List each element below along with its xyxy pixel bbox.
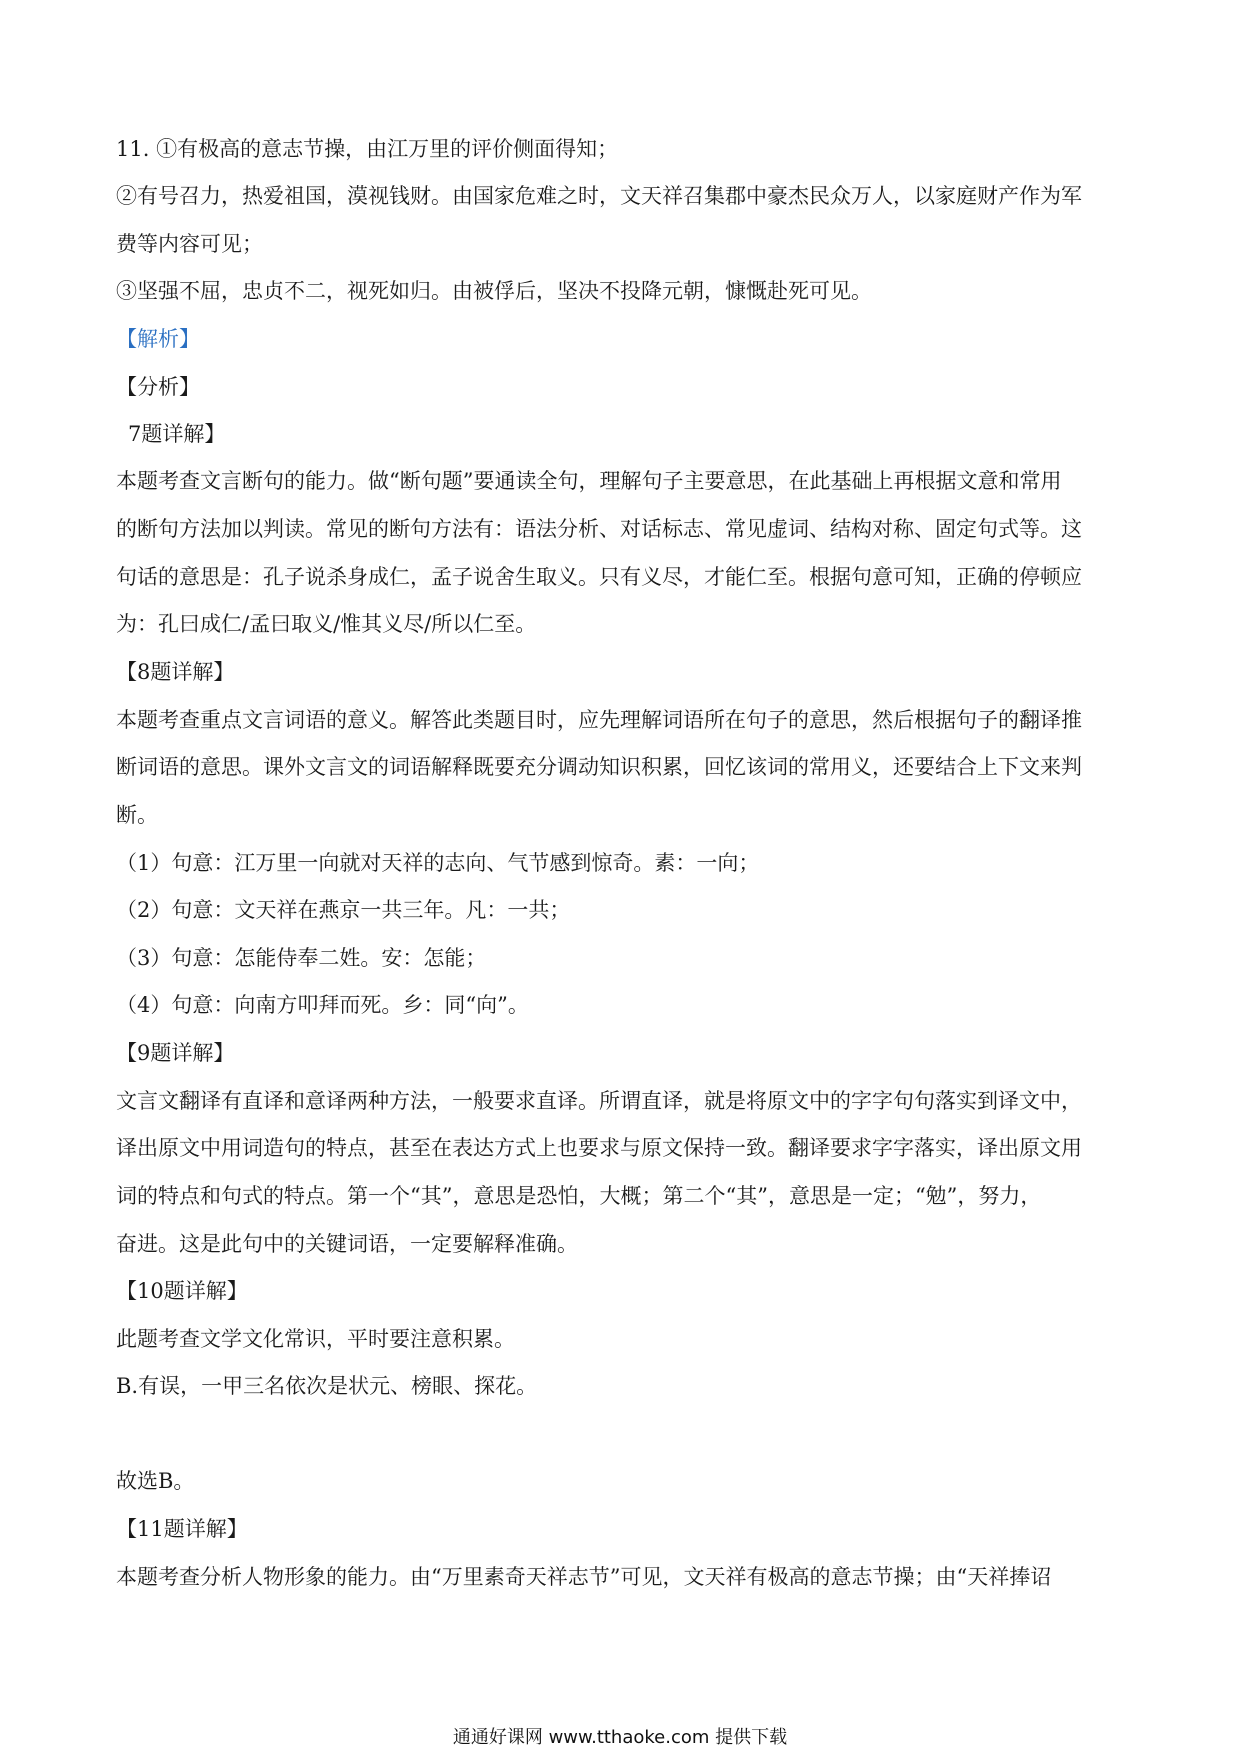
list-item: （2）句意：文天祥在燕京一共三年。凡：一共； xyxy=(116,898,571,922)
paragraph-line: 文言文翻译有直译和意译两种方法，一般要求直译。所谓直译，就是将原文中的字字句句落实到译文中， xyxy=(116,1089,1082,1113)
section-heading: 【8题详解】 xyxy=(116,660,235,684)
section-heading: 【11题详解】 xyxy=(116,1517,248,1541)
paragraph-line: 本题考查重点文言词语的意义。解答此类题目时，应先理解词语所在句子的意思，然后根据句子的翻译推 xyxy=(116,708,1082,732)
paragraph-line: 断词语的意思。课外文言文的词语解释既要充分调动知识积累，回忆该词的常用义，还要结合上下文来判 xyxy=(116,755,1082,779)
paragraph-line: B.有误，一甲三名依次是状元、榜眼、探花。 xyxy=(116,1374,538,1398)
list-item: （1）句意：江万里一向就对天祥的志向、气节感到惊奇。素：一向； xyxy=(116,851,760,875)
paragraph-line: 本题考查文言断句的能力。做“断句题”要通读全句，理解句子主要意思，在此基础上再根据文意和常用 xyxy=(116,469,1062,493)
paragraph-line: 的断句方法加以判读。常见的断句方法有：语法分析、对话标志、常见虚词、结构对称、固定句式等。这 xyxy=(116,517,1082,541)
section-heading: 【9题详解】 xyxy=(116,1041,235,1065)
paragraph-line: 奋进。这是此句中的关键词语，一定要解释准确。 xyxy=(116,1232,578,1256)
answer-line: ③坚强不屈，忠贞不二，视死如归。由被俘后，坚决不投降元朝，慷慨赴死可见。 xyxy=(116,279,872,303)
paragraph-line: 译出原文中用词造句的特点，甚至在表达方式上也要求与原文保持一致。翻译要求字字落实，译出原文用 xyxy=(116,1136,1082,1160)
paragraph-line: 断。 xyxy=(116,803,158,827)
section-heading: 【10题详解】 xyxy=(116,1279,248,1303)
paragraph-line: 句话的意思是：孔子说杀身成仁，孟子说舍生取义。只有义尽，才能仁至。根据句意可知，正确的停顿应 xyxy=(116,565,1082,589)
paragraph-line: 为：孔曰成仁/孟曰取义/惟其义尽/所以仁至。 xyxy=(116,612,537,636)
paragraph-line: 此题考查文学文化常识，平时要注意积累。 xyxy=(116,1327,515,1351)
paragraph-line: 词的特点和句式的特点。第一个“其”，意思是恐怕，大概；第二个“其”，意思是一定；“勉”，努力， xyxy=(116,1184,1042,1208)
section-heading: 7题详解】 xyxy=(128,422,226,446)
answer-line: 费等内容可见； xyxy=(116,232,263,256)
list-item: （4）句意：向南方叩拜而死。乡：同“向”。 xyxy=(116,993,529,1017)
paragraph-line: 本题考查分析人物形象的能力。由“万里素奇天祥志节”可见，文天祥有极高的意志节操；由“天祥捧诏 xyxy=(116,1565,1052,1589)
conclusion-line: 故选B。 xyxy=(116,1469,195,1493)
answer-line: ②有号召力，热爱祖国，漠视钱财。由国家危难之时，文天祥召集郡中豪杰民众万人，以家庭财产作为军 xyxy=(116,184,1082,208)
section-heading: 【分析】 xyxy=(116,375,200,399)
answer-line: 11. ①有极高的意志节操，由江万里的评价侧面得知； xyxy=(116,137,619,161)
analysis-heading: 【解析】 xyxy=(116,327,200,351)
page-footer: 通通好课网 www.tthaoke.com 提供下载 xyxy=(452,1727,788,1748)
list-item: （3）句意：怎能侍奉二姓。安：怎能； xyxy=(116,946,487,970)
